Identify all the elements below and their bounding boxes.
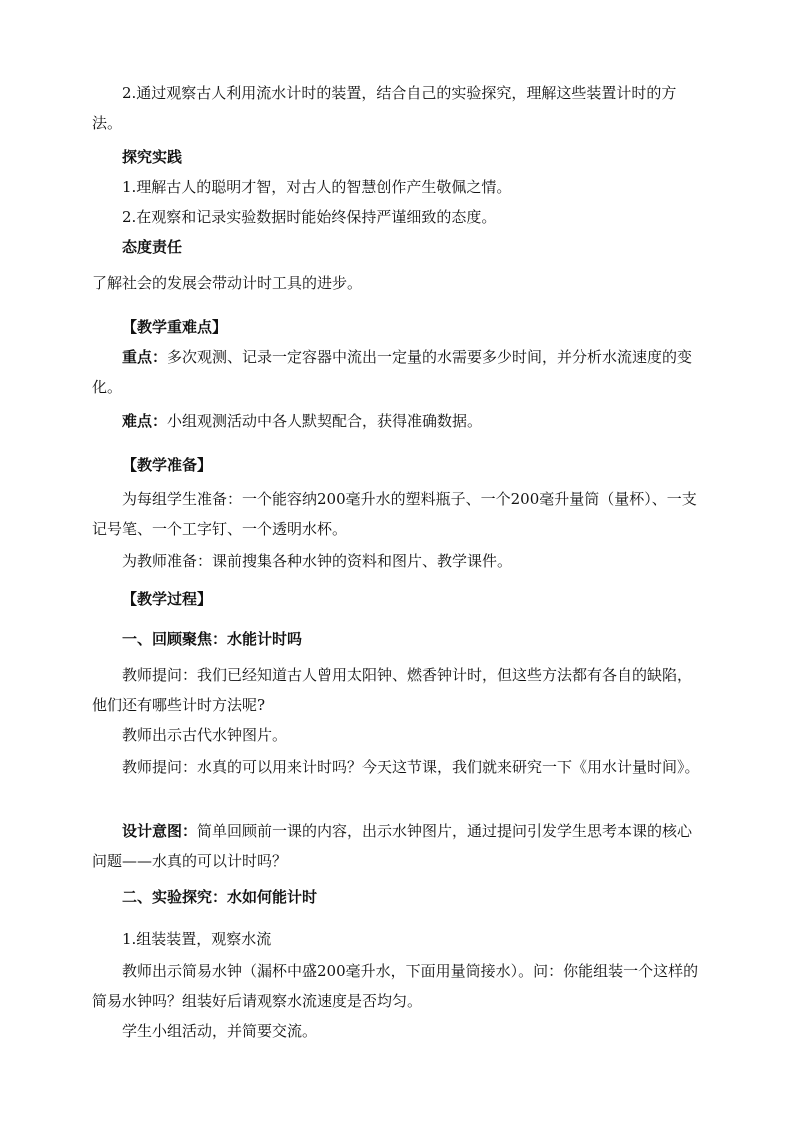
heading-key-points: 【教学重难点】 — [122, 318, 228, 336]
section-1-paragraph-1: 教师提问：我们已经知道古人曾用太阳钟、燃香钟计时，但这些方法都有各自的缺陷，他们还有哪些计时方法呢? — [92, 666, 693, 714]
prep-students: 为每组学生准备：一个能容纳200毫升水的塑料瓶子、一个200毫升量筒（量杯）、一支记号笔、一个工字钉、一个透明水杯。 — [92, 490, 697, 538]
key-text: 多次观测、记录一定容器中流出一定量的水需要多少时间，并分析水流速度的变化。 — [92, 348, 693, 396]
practice-item-1: 1.理解古人的聪明才智，对古人的智慧创作产生敬佩之情。 — [122, 178, 512, 196]
difficulty-label: 难点： — [122, 412, 168, 430]
heading-attitude: 态度责任 — [122, 238, 183, 256]
attitude-item-1: 了解社会的发展会带动计时工具的进步。 — [92, 274, 363, 292]
difficulty — [92, 406, 704, 436]
difficulty-text: 小组观测活动中各人默契配合，获得准确数据。 — [167, 412, 483, 430]
heading-practice: 探究实践 — [122, 148, 183, 166]
section-2-title: 二、实验探究：水如何能计时 — [122, 888, 318, 906]
section-2-paragraph-2: 学生小组活动，并简要交流。 — [122, 1022, 318, 1040]
section-2-subheading-1: 1.组装装置，观察水流 — [122, 930, 272, 948]
objective-2: 2.通过观察古人利用流水计时的装置，结合自己的实验探究，理解这些装置计时的方法。 — [92, 84, 677, 132]
heading-preparation: 【教学准备】 — [122, 456, 213, 474]
section-1-paragraph-2: 教师出示古代水钟图片。 — [122, 726, 288, 744]
design-intent-label: 设计意图： — [122, 822, 198, 840]
design-intent-text: 简单回顾前一课的内容，出示水钟图片，通过提问引发学生思考本课的核心问题——水真的可以计时吗？ — [92, 822, 693, 870]
practice-item-2: 2.在观察和记录实验数据时能始终保持严谨细致的态度。 — [122, 208, 497, 226]
key-label: 重点： — [122, 348, 168, 366]
key-point — [92, 342, 704, 402]
heading-process: 【教学过程】 — [122, 590, 213, 608]
section-1-title: 一、回顾聚焦：水能计时吗 — [122, 630, 303, 648]
section-1-paragraph-3: 教师提问：水真的可以用来计时吗？今天这节课，我们就来研究一下《用水计量时间》。 — [122, 758, 700, 776]
section-2-paragraph-1: 教师出示简易水钟（漏杯中盛200毫升水，下面用量筒接水）。问：你能组装一个这样的简易水钟吗？组装好后请观察水流速度是否均匀。 — [92, 962, 699, 1010]
design-intent — [92, 816, 704, 876]
prep-teacher: 为教师准备：课前搜集各种水钟的资料和图片、教学课件。 — [122, 552, 513, 570]
